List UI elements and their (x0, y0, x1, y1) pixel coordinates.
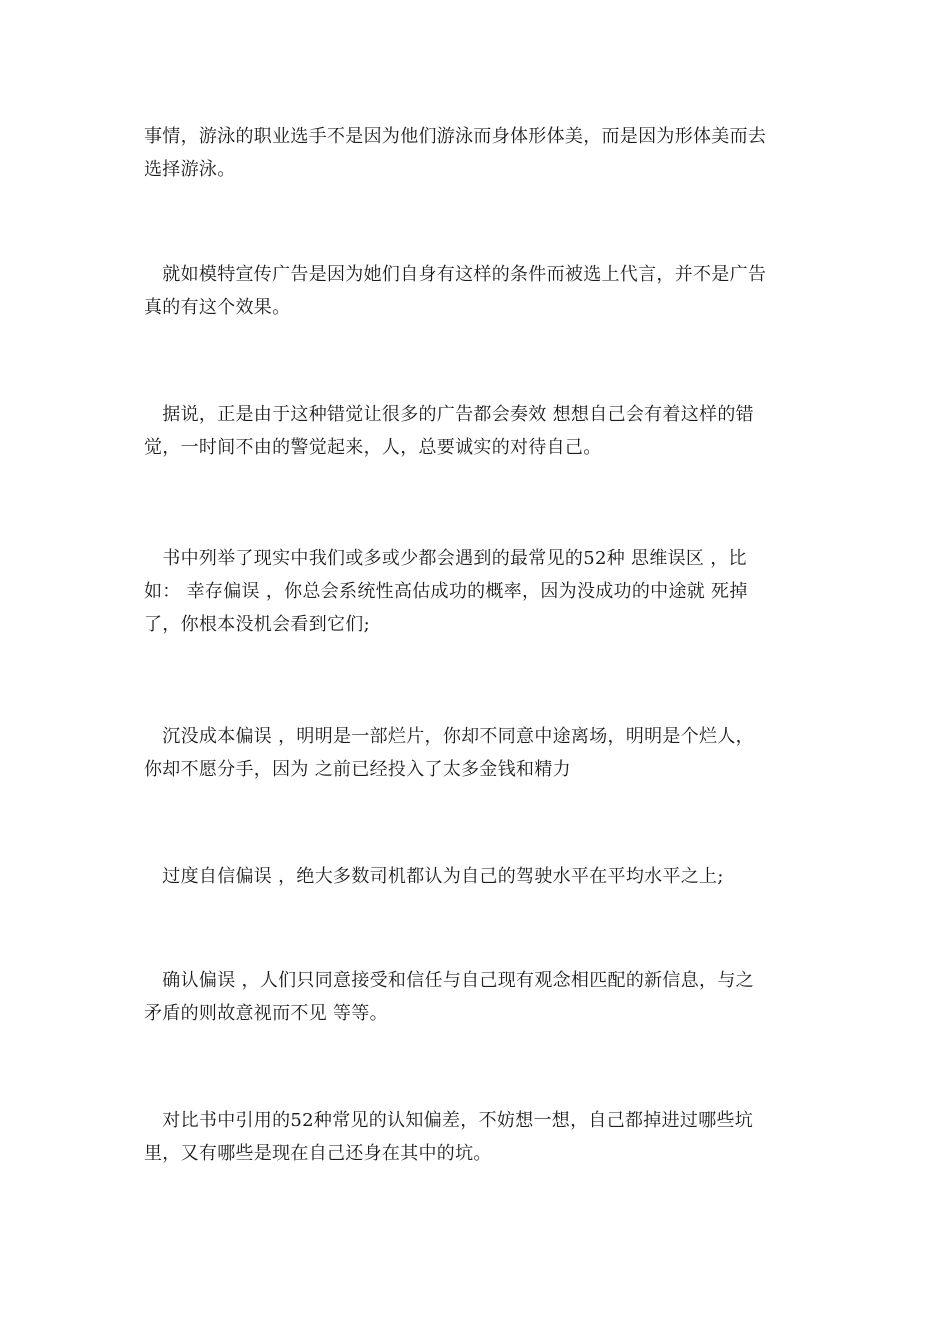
paragraph-52-fallacies (144, 542, 806, 641)
paragraph-line: 对比书中引用的52种常见的认知偏差，不妨想一想，自己都掉进过哪些坑 (144, 1110, 754, 1131)
paragraph-model-ads (144, 258, 806, 324)
paragraph-confirmation-bias (144, 964, 806, 1030)
paragraph-line: 了，你根本没机会看到它们; (144, 614, 370, 635)
paragraph-line: 就如模特宣传广告是因为她们自身有这样的条件而被选上代言，并不是广告 (144, 264, 767, 285)
paragraph-line: 真的有这个效果。 (144, 297, 291, 318)
paragraph-overconfidence (144, 860, 806, 893)
paragraph-line: 沉没成本偏误 ，明明是一部烂片，你却不同意中途离场，明明是个烂人， (144, 726, 754, 747)
paragraph-line: 如： 幸存偏误 ，你总会系统性高估成功的概率，因为没成功的中途就 死掉 (144, 581, 748, 602)
paragraph-line: 选择游泳。 (144, 159, 236, 180)
paragraph-sunk-cost (144, 720, 806, 786)
paragraph-swimmer (144, 120, 806, 186)
paragraph-line: 里，又有哪些是现在自己还身在其中的坑。 (144, 1143, 492, 1164)
paragraph-line: 过度自信偏误 ，绝大多数司机都认为自己的驾驶水平在平均水平之上; (144, 866, 724, 887)
paragraph-reflection (144, 1104, 806, 1170)
paragraph-line: 你却不愿分手，因为 之前已经投入了太多金钱和精力 (144, 759, 571, 780)
paragraph-line: 据说，正是由于这种错觉让很多的广告都会奏效 想想自己会有着这样的错 (144, 404, 754, 425)
paragraph-line: 觉，一时间不由的警觉起来，人，总要诚实的对待自己。 (144, 437, 602, 458)
paragraph-illusion (144, 398, 806, 464)
paragraph-line: 书中列举了现实中我们或多或少都会遇到的最常见的52种 思维误区 ，比 (144, 548, 747, 569)
paragraph-line: 事情，游泳的职业选手不是因为他们游泳而身体形体美，而是因为形体美而去 (144, 126, 767, 147)
paragraph-line: 确认偏误 ，人们只同意接受和信任与自己现有观念相匹配的新信息，与之 (144, 970, 754, 991)
paragraph-line: 矛盾的则故意视而不见 等等。 (144, 1003, 388, 1024)
